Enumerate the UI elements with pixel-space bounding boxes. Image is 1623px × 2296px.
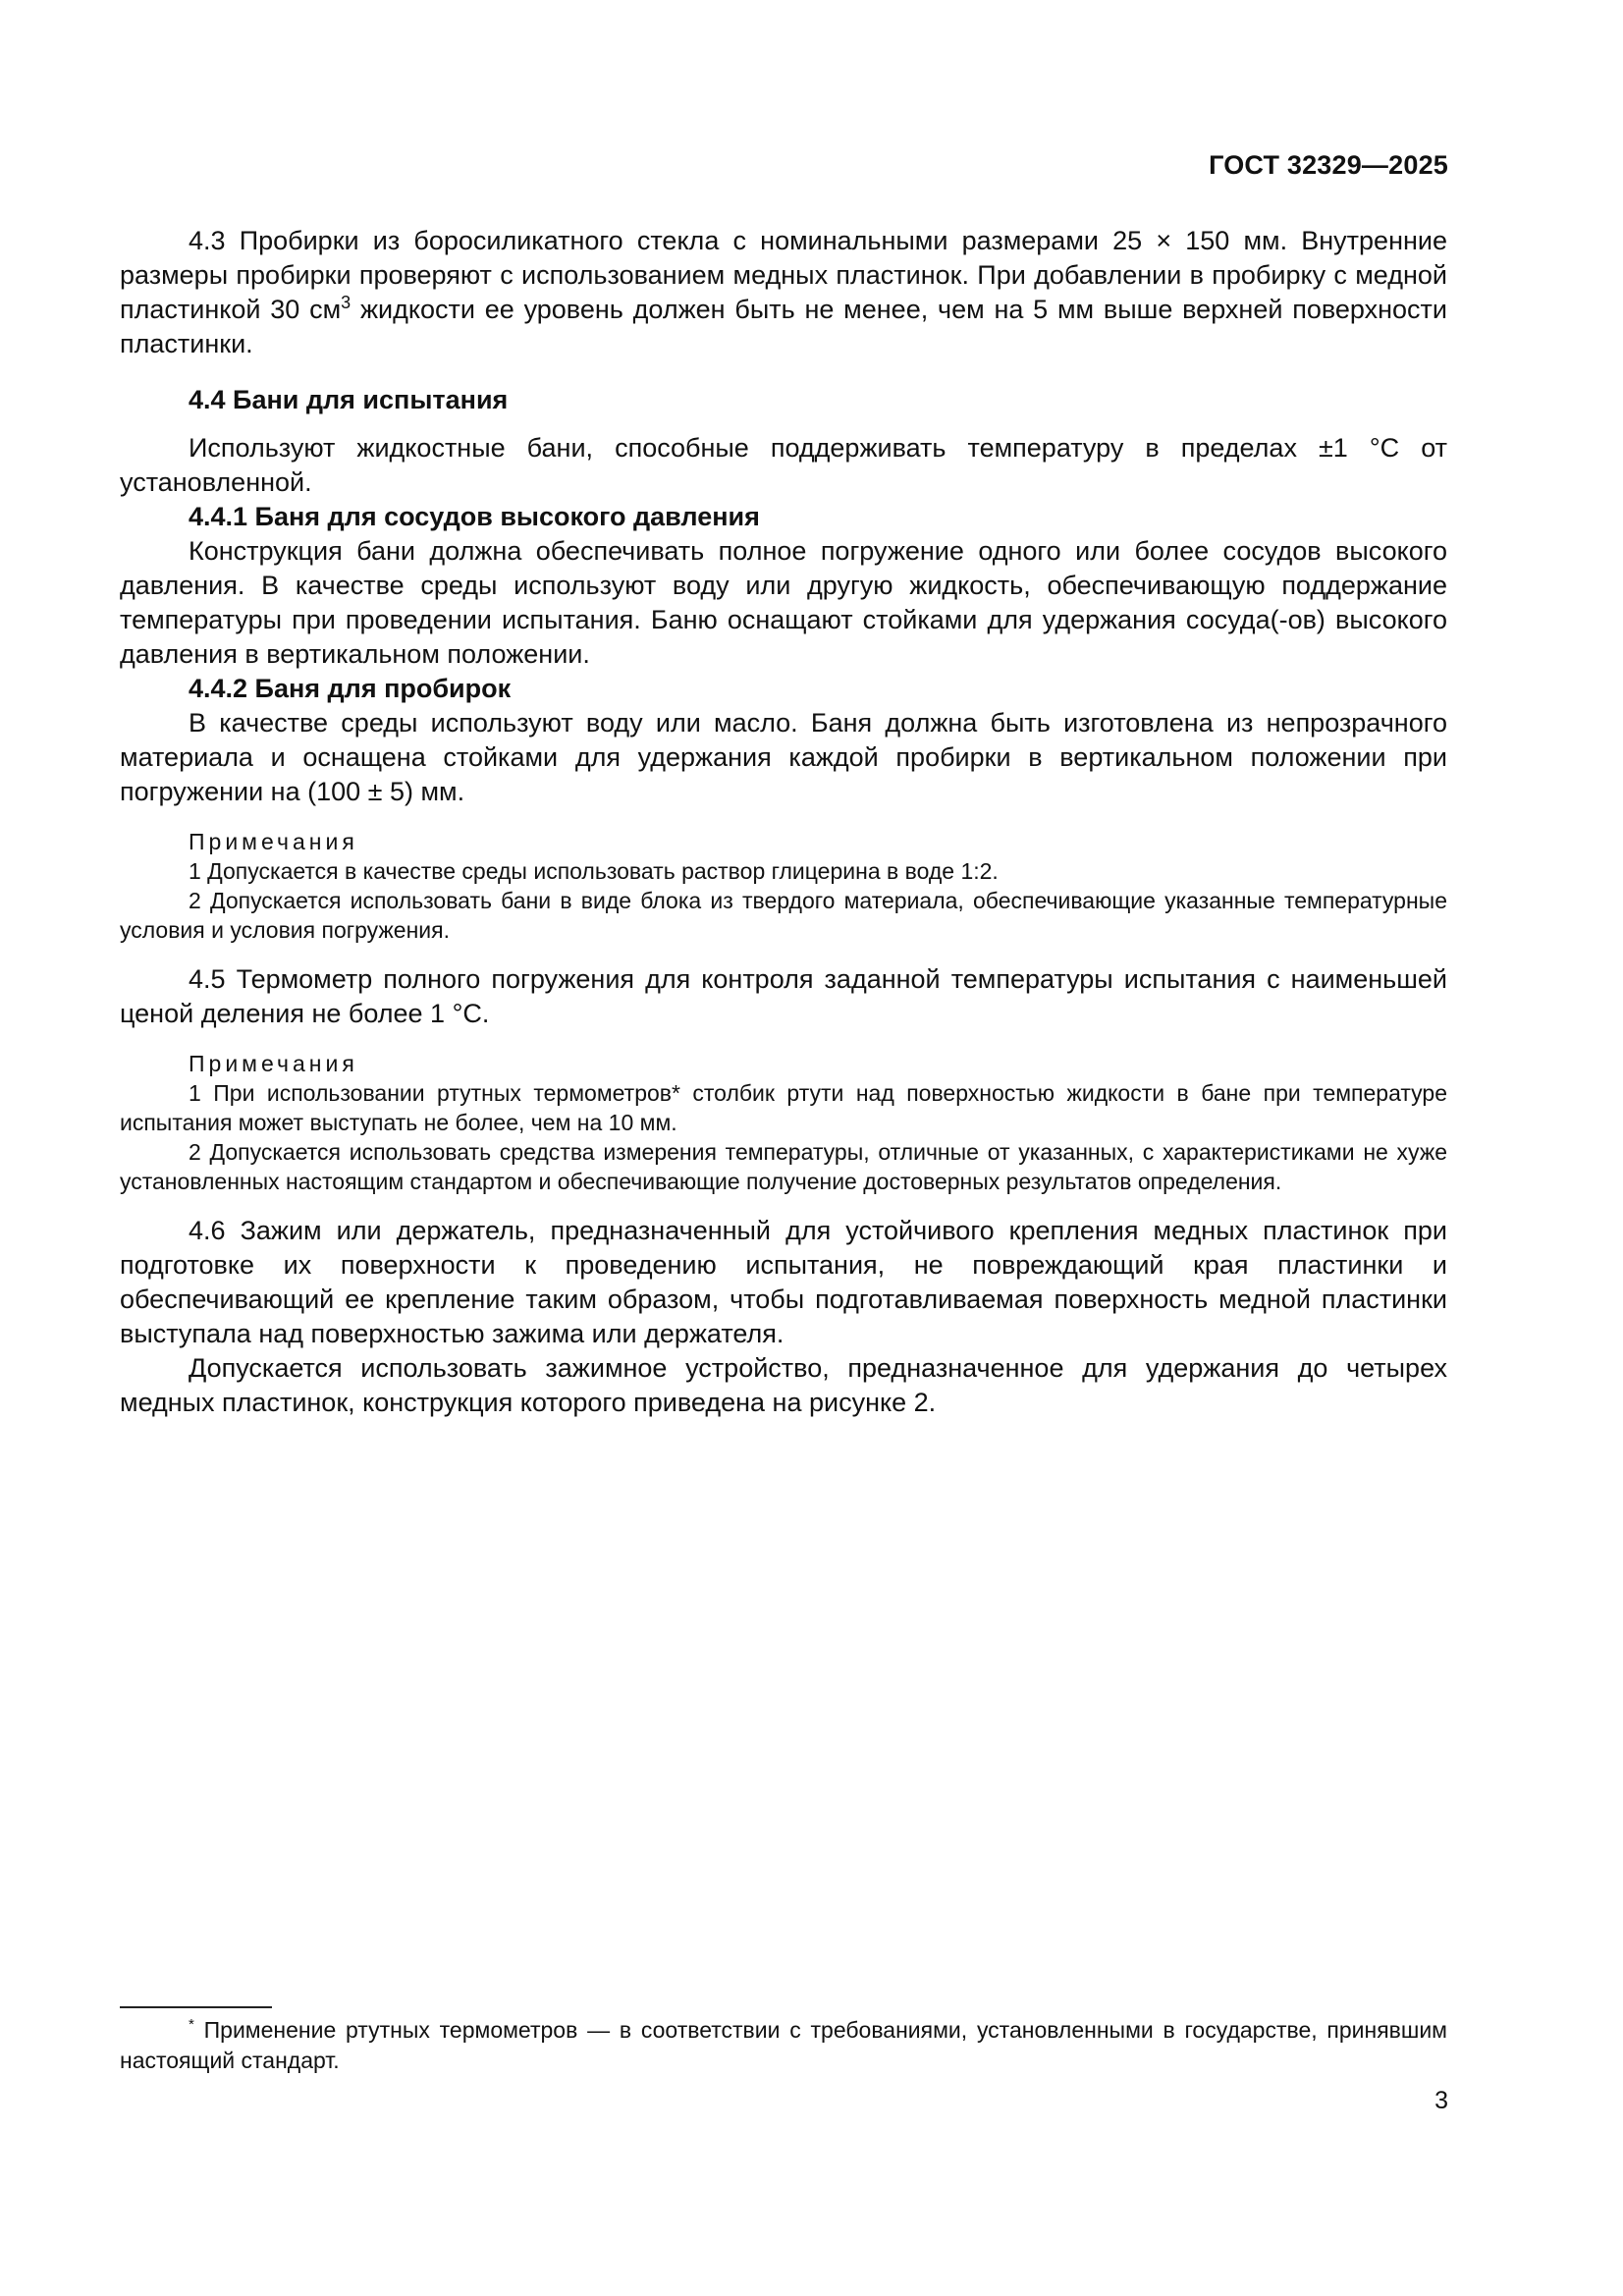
notes-title-1: Примечания xyxy=(189,829,358,854)
superscript-cubic: 3 xyxy=(341,293,352,312)
note-item: 2 Допускается использовать бани в виде блока из твердого материала, обеспечивающие указанные температурные условия и условия погружения. xyxy=(120,888,1447,943)
footnote-divider xyxy=(120,2006,272,2008)
paragraph-4-3-text-b: жидкости ее уровень должен быть не менее, чем на 5 мм выше верхней поверхности пластинки. xyxy=(120,295,1447,358)
paragraph-4-6-second: Допускается использовать зажимное устройство, предназначенное для удержания до четырех медных пластинок, конструкция которого приведена на рисунке 2. xyxy=(120,1353,1447,1417)
footnote-text: Применение ртутных термометров — в соответствии с требованиями, установленными в государстве, принявшим настоящий стандарт. xyxy=(120,2017,1447,2073)
footnote xyxy=(120,2015,1447,2076)
document-body xyxy=(120,224,1447,1420)
notes-title-2: Примечания xyxy=(189,1051,358,1076)
paragraph-4-3 xyxy=(120,224,1447,361)
paragraph-4-3-text-a: 4.3 Пробирки из боросиликатного стекла с номинальными размерами 25 × 150 мм. Внутренние размеры пробирки проверяют с использованием медных пластинок. При добавлении в пробирку с медной пластинкой 30 см xyxy=(120,226,1447,324)
paragraph-4-4: Используют жидкостные бани, способные поддерживать температуру в пределах ±1 °С от установленной. xyxy=(120,433,1447,497)
note-item: 2 Допускается использовать средства измерения температуры, отличные от указанных, с характеристиками не хуже установленных настоящим стандартом и обеспечивающие получение достоверных результатов определения. xyxy=(120,1139,1447,1194)
heading-4-4: 4.4 Бани для испытания xyxy=(189,385,509,414)
footnote-mark: * xyxy=(189,2016,194,2033)
paragraph-4-5: 4.5 Термометр полного погружения для контроля заданной температуры испытания с наименьшей ценой деления не более 1 °С. xyxy=(120,964,1447,1028)
paragraph-4-4-1: Конструкция бани должна обеспечивать полное погружение одного или более сосудов высокого давления. В качестве среды используют воду или другую жидкость, обеспечивающую поддержание температуры при проведении испытания. Баню оснащают стойками для удержания сосуда(-ов) высокого давления в вертикальном положении. xyxy=(120,536,1447,669)
heading-4-4-2: 4.4.2 Баня для пробирок xyxy=(189,674,512,703)
paragraph-4-4-2: В качестве среды используют воду или масло. Баня должна быть изготовлена из непрозрачного материала и оснащена стойками для удержания каждой пробирки в вертикальном положении при погружении на (100 ± 5) мм. xyxy=(120,708,1447,806)
note-item: 1 Допускается в качестве среды использовать раствор глицерина в воде 1:2. xyxy=(189,858,999,884)
heading-4-4-1: 4.4.1 Баня для сосудов высокого давления xyxy=(189,502,760,531)
document-header: ГОСТ 32329—2025 xyxy=(1209,150,1448,180)
page-number: 3 xyxy=(1434,2087,1448,2114)
paragraph-4-6: 4.6 Зажим или держатель, предназначенный для устойчивого крепления медных пластинок при подготовке их поверхности к проведению испытания, не повреждающий края пластинки и обеспечивающий ее крепление таким образом, чтобы подготавливаемая поверхность медной пластинки выступала над поверхностью зажима или держателя. xyxy=(120,1216,1447,1348)
note-item: 1 При использовании ртутных термометров* столбик ртути над поверхностью жидкости в бане при температуре испытания может выступать не более, чем на 10 мм. xyxy=(120,1080,1447,1135)
